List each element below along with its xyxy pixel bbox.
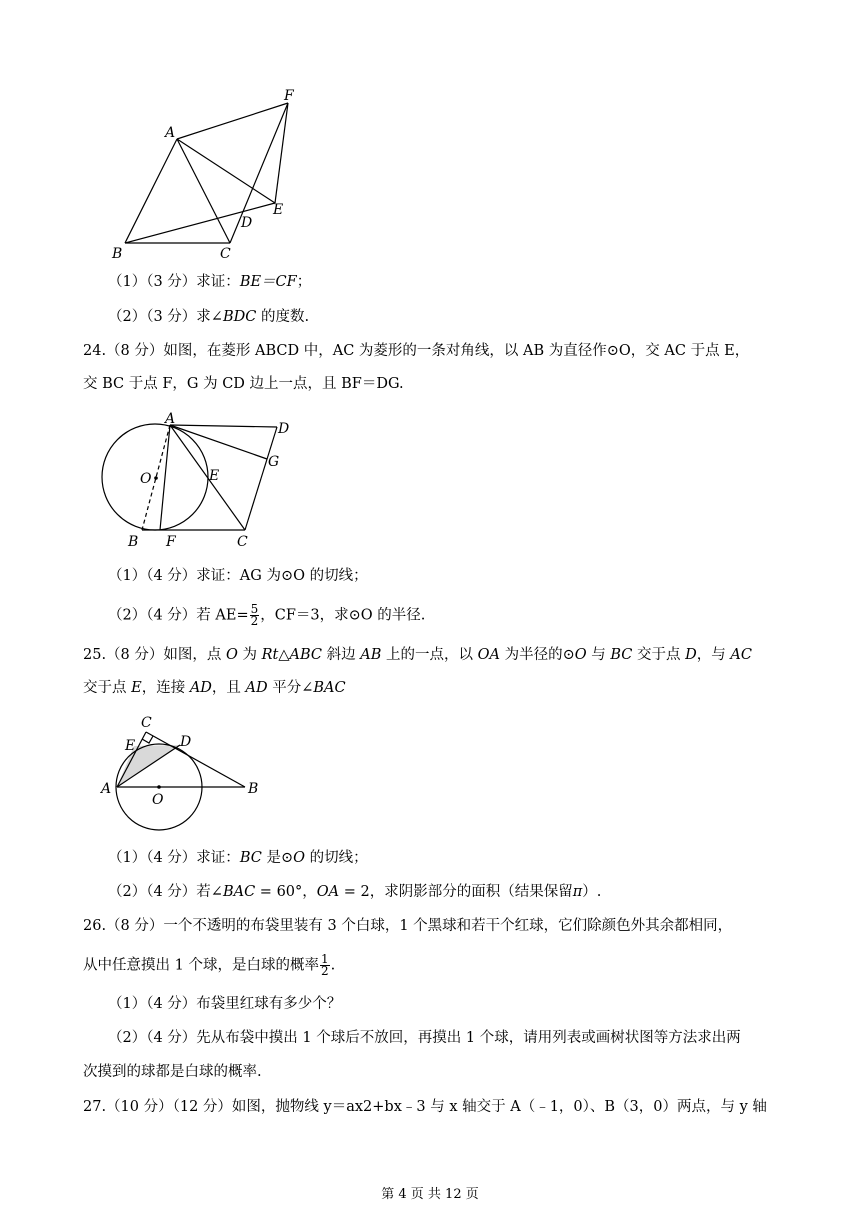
q23-part2: （2）（3 分）求∠BDC 的度数. — [108, 309, 310, 325]
segment-ab — [125, 139, 177, 243]
label-e: E — [209, 468, 220, 484]
segment-af — [177, 103, 288, 139]
q26-part1: （1）（4 分）布袋里红球有多少个？ — [108, 996, 342, 1012]
q24-part2: （2）（4 分）若 AE= $\frac{5}{2}$ ，CF＝3，求⊙O 的半径. — [108, 602, 426, 628]
label-a: A — [101, 781, 112, 797]
fraction-1-over-2: $\frac{1}{2}$ — [320, 952, 329, 978]
label-f: F — [284, 88, 294, 104]
q26-part2-line1: （2）（4 分）先从布袋中摸出 1 个球后不放回，再摸出 1 个球，请用列表或画树状图等方法求出两 — [108, 1030, 741, 1046]
segment-cb — [146, 732, 245, 787]
figure-rhombus-diagram — [100, 80, 320, 265]
label-o: O — [152, 792, 164, 808]
label-b: B — [248, 781, 259, 797]
q24-part1: （1）（4 分）求证：AG 为⊙O 的切线； — [108, 568, 368, 584]
q24-stem-line2: 交 BC 于点 F，G 为 CD 边上一点，且 BF＝DG. — [83, 376, 404, 392]
segment-ad — [170, 425, 277, 427]
segment-ac — [170, 425, 245, 530]
figure-right-triangle-circle-diagram — [95, 708, 275, 838]
q26-stem-line1: 26.（8 分）一个不透明的布袋里装有 3 个白球，1 个黑球和若干个红球，它们除颜色外其余都相同， — [83, 918, 733, 934]
fraction-5-over-2: $\frac{5}{2}$ — [250, 602, 259, 628]
label-c: C — [237, 534, 248, 550]
label-c: C — [141, 715, 152, 731]
segment-ag — [170, 425, 267, 459]
q25-stem-line2: 交于点 E，连接 AD，且 AD 平分∠BAC — [83, 680, 346, 696]
label-o: O — [140, 471, 152, 487]
center-o-dot — [157, 785, 161, 789]
q26-stem-line2: 从中任意摸出 1 个球，是白球的概率 $\frac{1}{2}$ . — [83, 952, 336, 978]
label-e: E — [273, 202, 284, 218]
center-o-dot — [154, 476, 158, 480]
q25-stem-line1: 25.（8 分）如图，点 O 为 Rt△ABC 斜边 AB 上的一点，以 OA 为半径的⊙O 与 BC 交于点 D，与 AC — [83, 647, 752, 663]
figure-circle-rhombus-diagram — [95, 405, 315, 555]
label-e: E — [125, 738, 136, 754]
q26-part2-line2: 次摸到的球都是白球的概率. — [83, 1064, 262, 1080]
q25-part2: （2）（4 分）若∠BAC = 60°，OA = 2，求阴影部分的面积（结果保留π）. — [108, 884, 602, 900]
label-c: C — [220, 246, 231, 262]
segment-af — [160, 425, 170, 530]
label-a: A — [165, 411, 176, 427]
label-b: B — [128, 534, 139, 550]
label-g: G — [268, 454, 280, 470]
segment-dc — [245, 427, 280, 530]
label-a: A — [165, 125, 176, 141]
q24-stem-line1: 24.（8 分）如图，在菱形 ABCD 中，AC 为菱形的一条对角线，以 AB 为直径作⊙O，交 AC 于点 E， — [83, 343, 750, 359]
segment-be — [125, 203, 275, 243]
page-footer: 第 4 页 共 12 页 — [381, 1187, 479, 1202]
label-d: D — [278, 421, 290, 437]
q23-part1: （1）（3 分）求证：BE＝CF； — [108, 274, 312, 290]
label-d: D — [180, 734, 192, 750]
label-f: F — [166, 534, 176, 550]
label-b: B — [112, 246, 123, 262]
q27-stem-line1: 27.（10 分）（12 分）如图，抛物线 y＝ax2+bx﹣3 与 x 轴交于 A（﹣1，0）、B（3，0）两点，与 y 轴 — [83, 1099, 767, 1115]
label-d: D — [241, 215, 253, 231]
q25-part1: （1）（4 分）求证：BC 是⊙O 的切线； — [108, 850, 368, 866]
